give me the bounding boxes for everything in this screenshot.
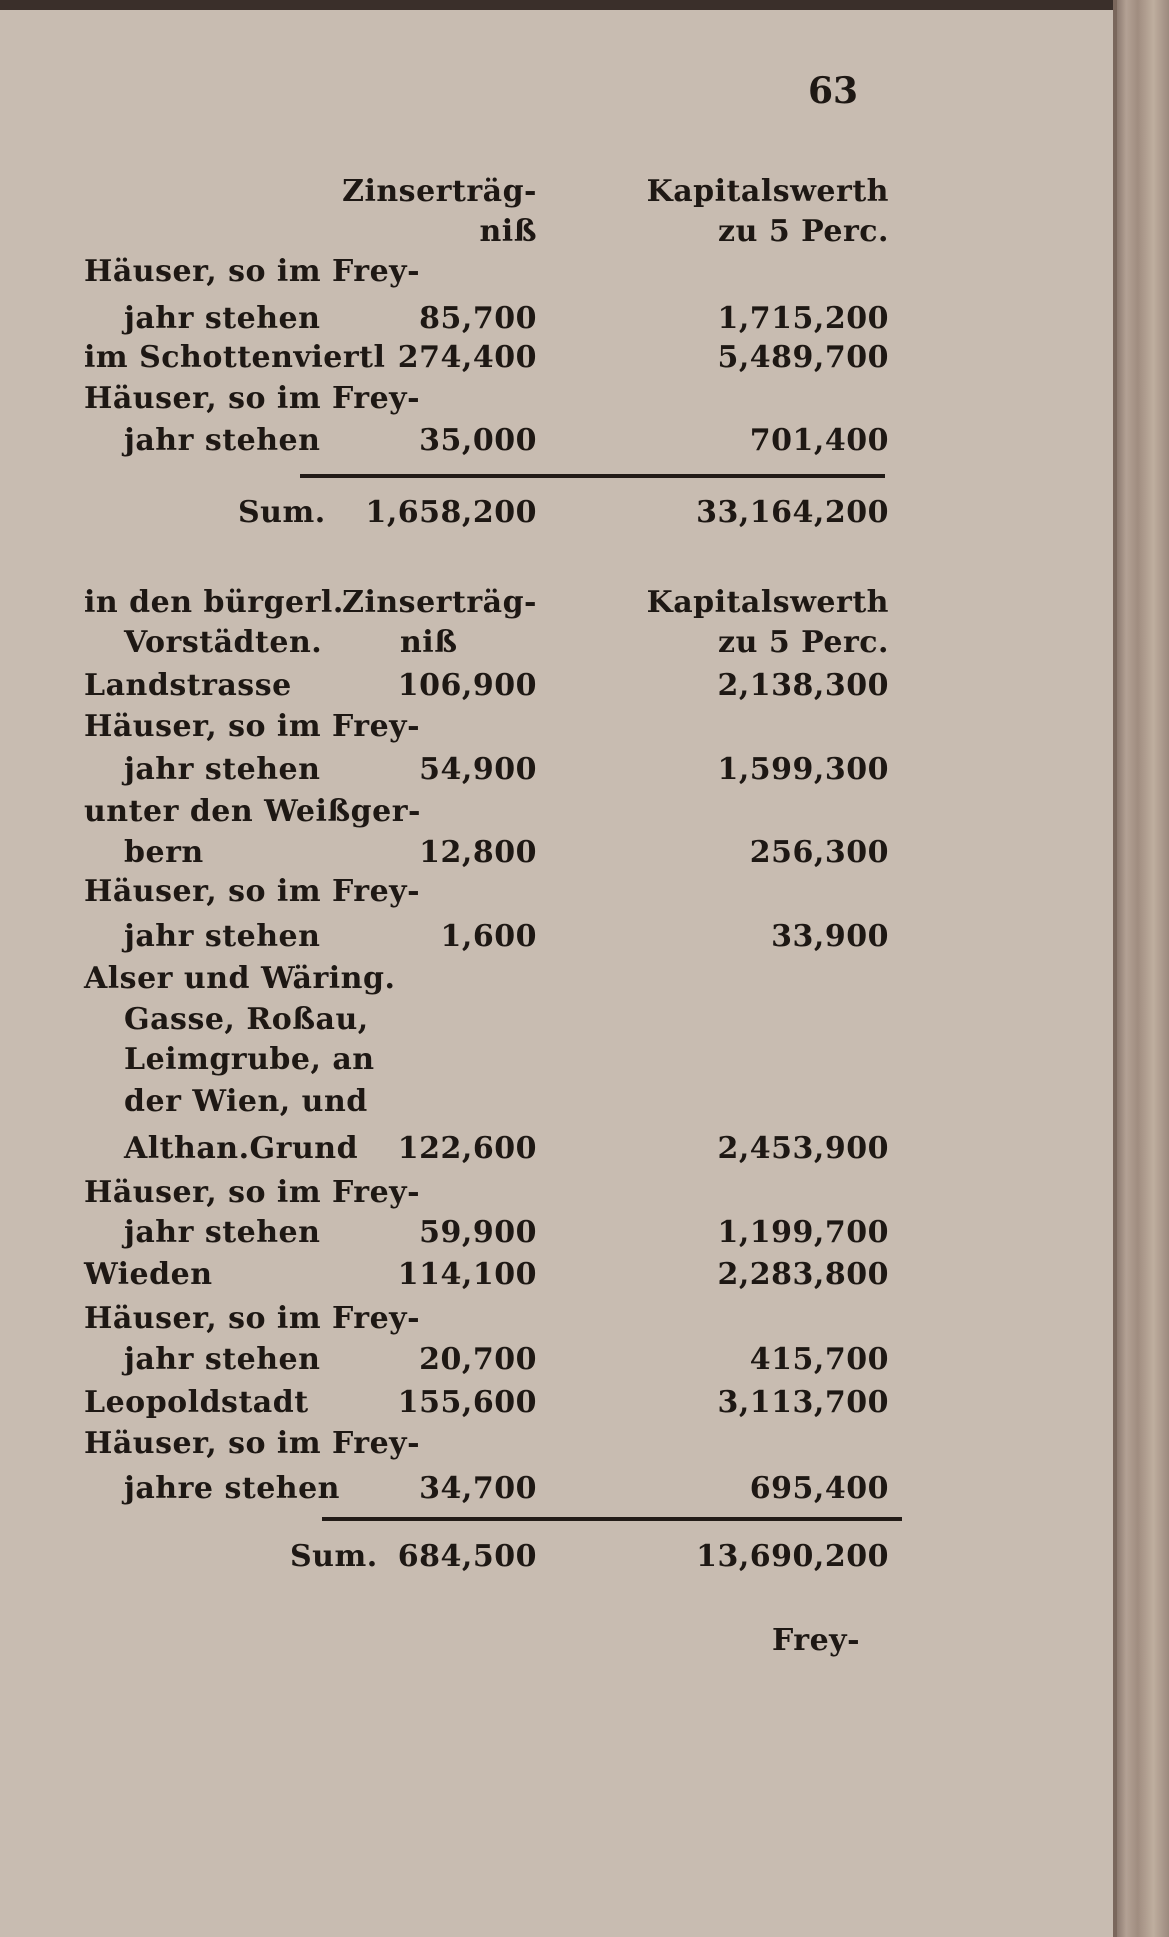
- header-capital-2: zu 5 Perc.: [718, 625, 889, 660]
- row-label: Gasse, Roßau,: [124, 1002, 369, 1037]
- section-label-2: Vorstädten.: [124, 625, 323, 660]
- header-interest: Zinserträg-: [342, 174, 537, 209]
- row-label: Althan.Grund: [124, 1131, 359, 1166]
- row-capital: 3,113,700: [717, 1385, 889, 1420]
- header-capital-2: zu 5 Perc.: [718, 214, 889, 249]
- row-label: jahr stehen: [124, 1342, 321, 1377]
- row-label: jahr stehen: [124, 752, 321, 787]
- row-interest: 155,600: [397, 1385, 537, 1420]
- book-page-edges: [1117, 0, 1169, 1937]
- sum-interest: 684,500: [397, 1539, 537, 1574]
- row-interest: 54,900: [419, 752, 537, 787]
- row-label: Häuser, so im Frey-: [84, 874, 421, 909]
- header-interest: Zinserträg-: [342, 585, 537, 620]
- row-label: jahr stehen: [124, 423, 321, 458]
- row-capital: 1,199,700: [717, 1215, 889, 1250]
- row-label: im Schottenviertl: [84, 340, 386, 375]
- row-label: Alser und Wäring.: [84, 961, 396, 996]
- row-label: jahr stehen: [124, 301, 321, 336]
- row-interest: 20,700: [419, 1342, 537, 1377]
- row-label: Häuser, so im Frey-: [84, 1301, 421, 1336]
- header-capital: Kapitalswerth: [646, 174, 889, 209]
- section-label: in den bürgerl.: [84, 585, 344, 620]
- row-label: Leimgrube, an: [124, 1042, 375, 1077]
- row-label: Häuser, so im Frey-: [84, 1426, 421, 1461]
- row-interest: 12,800: [419, 835, 537, 870]
- row-interest: 106,900: [397, 668, 537, 703]
- row-interest: 35,000: [419, 423, 537, 458]
- sum-capital: 13,690,200: [696, 1539, 889, 1574]
- row-label: jahre stehen: [124, 1471, 340, 1506]
- header-interest-2: niß: [479, 214, 537, 249]
- row-label: Häuser, so im Frey-: [84, 709, 421, 744]
- page-number: 63: [808, 70, 859, 112]
- scan-top-border: [0, 0, 1169, 10]
- row-interest: 122,600: [397, 1131, 537, 1166]
- sum-label: Sum.: [290, 1539, 378, 1574]
- sum-interest: 1,658,200: [365, 495, 537, 530]
- row-label: der Wien, und: [124, 1084, 368, 1119]
- row-capital: 695,400: [749, 1471, 889, 1506]
- row-capital: 2,453,900: [717, 1131, 889, 1166]
- row-label: Häuser, so im Frey-: [84, 381, 421, 416]
- row-label: bern: [124, 835, 204, 870]
- row-capital: 256,300: [749, 835, 889, 870]
- row-label: Häuser, so im Frey-: [84, 1175, 421, 1210]
- row-interest: 85,700: [419, 301, 537, 336]
- row-capital: 33,900: [771, 919, 889, 954]
- header-interest-2: niß: [400, 625, 458, 660]
- row-capital: 415,700: [749, 1342, 889, 1377]
- row-capital: 701,400: [749, 423, 889, 458]
- sum-rule: [322, 1517, 902, 1521]
- row-label: jahr stehen: [124, 919, 321, 954]
- catchword: Frey-: [772, 1623, 861, 1658]
- sum-label: Sum.: [238, 495, 326, 530]
- row-capital: 2,138,300: [717, 668, 889, 703]
- sum-rule: [300, 474, 885, 478]
- header-capital: Kapitalswerth: [646, 585, 889, 620]
- row-label: unter den Weißger-: [84, 794, 421, 829]
- row-interest: 34,700: [419, 1471, 537, 1506]
- row-capital: 2,283,800: [717, 1257, 889, 1292]
- sum-capital: 33,164,200: [696, 495, 889, 530]
- row-interest: 274,400: [397, 340, 537, 375]
- row-interest: 1,600: [440, 919, 537, 954]
- row-capital: 1,715,200: [717, 301, 889, 336]
- row-label: jahr stehen: [124, 1215, 321, 1250]
- row-interest: 114,100: [397, 1257, 537, 1292]
- row-label: Leopoldstadt: [84, 1385, 309, 1420]
- row-capital: 5,489,700: [717, 340, 889, 375]
- row-capital: 1,599,300: [717, 752, 889, 787]
- row-interest: 59,900: [419, 1215, 537, 1250]
- row-label: Häuser, so im Frey-: [84, 254, 421, 289]
- row-label: Landstrasse: [84, 668, 292, 703]
- row-label: Wieden: [84, 1257, 213, 1292]
